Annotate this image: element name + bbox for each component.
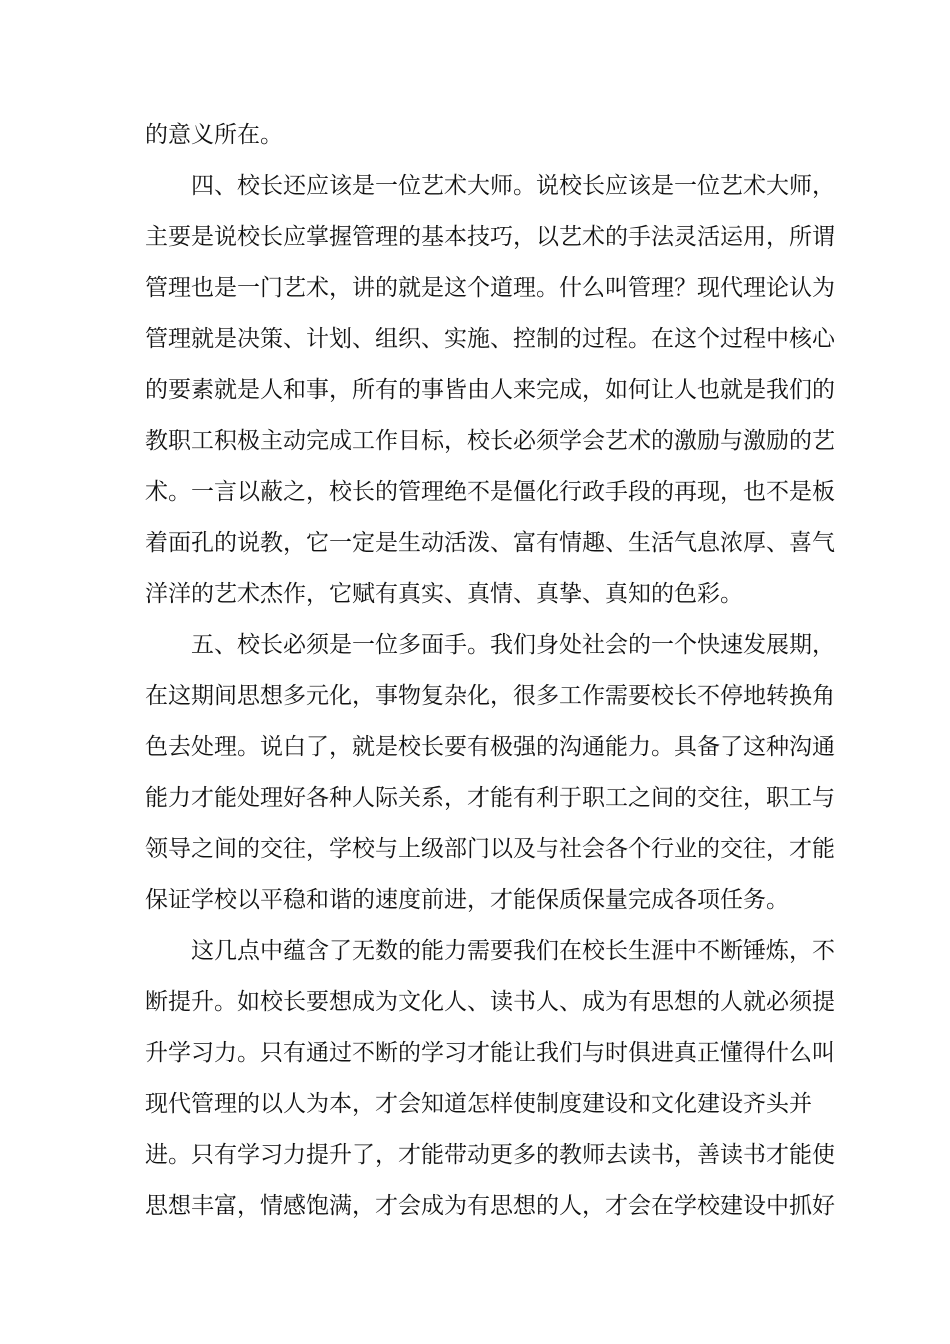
text-line: 现代管理的以人为本，才会知道怎样使制度建设和文化建设齐头并 [145, 1091, 812, 1117]
text-line: 术。一言以蔽之，校长的管理绝不是僵化行政手段的再现，也不是板 [145, 479, 835, 505]
text-line: 洋洋的艺术杰作，它赋有真实、真情、真挚、真知的色彩。 [145, 581, 743, 607]
text-line: 进。只有学习力提升了，才能带动更多的教师去读书，善读书才能使 [145, 1142, 835, 1168]
text-line: 管理也是一门艺术，讲的就是这个道理。什么叫管理？现代理论认为 [145, 275, 835, 301]
text-line: 断提升。如校长要想成为文化人、读书人、成为有思想的人就必须提 [145, 989, 835, 1015]
text-line: 着面孔的说教，它一定是生动活泼、富有情趣、生活气息浓厚、喜气 [145, 530, 835, 556]
text-line: 在这期间思想多元化，事物复杂化，很多工作需要校长不停地转换角 [145, 683, 835, 709]
text-line: 色去处理。说白了，就是校长要有极强的沟通能力。具备了这种沟通 [145, 734, 835, 760]
text-line: 升学习力。只有通过不断的学习才能让我们与时俱进真正懂得什么叫 [145, 1040, 835, 1066]
text-line: 四、校长还应该是一位艺术大师。说校长应该是一位艺术大师， [191, 173, 835, 199]
body-text [145, 110, 835, 1232]
text-line: 五、校长必须是一位多面手。我们身处社会的一个快速发展期， [191, 632, 835, 658]
text-line: 的意义所在。 [145, 122, 283, 148]
text-line: 的要素就是人和事，所有的事皆由人来完成，如何让人也就是我们的 [145, 377, 835, 403]
text-line: 能力才能处理好各种人际关系，才能有利于职工之间的交往，职工与 [145, 785, 835, 811]
text-line: 思想丰富，情感饱满，才会成为有思想的人，才会在学校建设中抓好 [145, 1193, 835, 1219]
text-line: 管理就是决策、计划、组织、实施、控制的过程。在这个过程中核心 [145, 326, 835, 352]
text-line: 主要是说校长应掌握管理的基本技巧，以艺术的手法灵活运用，所谓 [145, 224, 835, 250]
text-line: 领导之间的交往，学校与上级部门以及与社会各个行业的交往，才能 [145, 836, 835, 862]
text-line: 保证学校以平稳和谐的速度前进，才能保质保量完成各项任务。 [145, 887, 789, 913]
text-line: 这几点中蕴含了无数的能力需要我们在校长生涯中不断锤炼，不 [191, 938, 835, 964]
text-line: 教职工积极主动完成工作目标，校长必须学会艺术的激励与激励的艺 [145, 428, 835, 454]
